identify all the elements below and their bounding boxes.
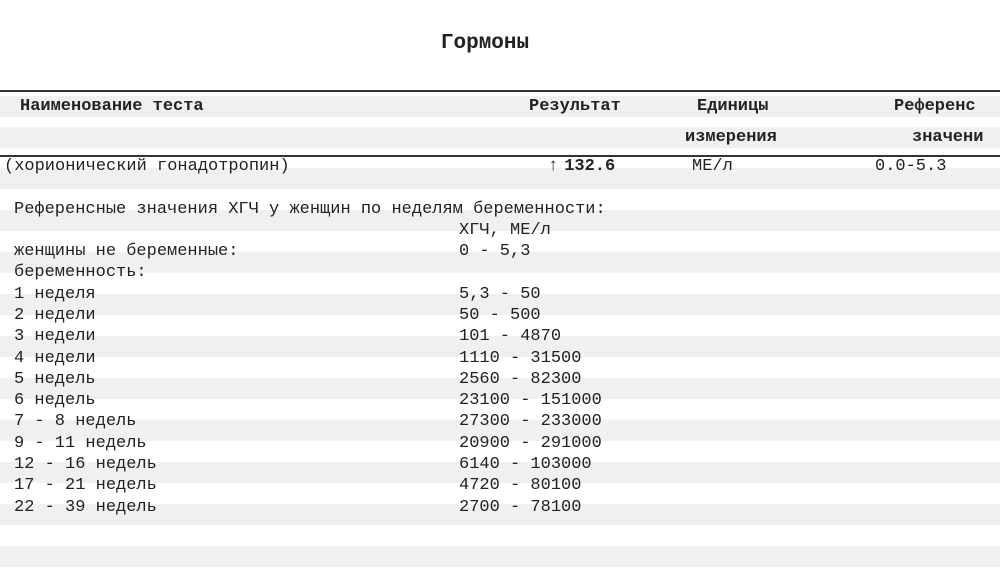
reference-period: женщины не беременные: [14,242,239,261]
header-reference-line2: значени [912,128,984,147]
result-units: МЕ/л [692,157,733,176]
header-result: Результат [529,97,621,116]
reference-period: 4 недели [14,348,96,368]
reference-range-value: 27300 - 233000 [459,412,602,432]
test-result-row [0,156,1000,177]
header-units-line1: Единицы [697,97,769,116]
header-test-name: Наименование теста [20,97,204,116]
reference-range-value: 6140 - 103000 [459,455,592,474]
reference-row [0,369,1000,390]
test-name: (хорионический гонадотропин) [4,157,290,176]
reference-period: 9 - 11 недель [14,433,147,453]
reference-row [0,454,1000,475]
reference-range-value: 5,3 - 50 [459,284,541,304]
section-title: Гормоны [0,30,970,60]
reference-range-value: 4720 - 80100 [459,476,582,496]
reference-range-value: 101 - 4870 [459,327,562,347]
reference-row [0,348,1000,369]
reference-period: 5 недель [14,369,96,389]
reference-period: 12 - 16 недель [14,455,157,474]
reference-row [0,241,1000,262]
reference-row [0,433,1000,454]
reference-period: 2 недели [14,305,96,325]
reference-row [0,411,1000,432]
reference-period: беременность: [14,263,147,283]
high-flag-arrow-icon: ↑ [548,157,559,176]
reference-row [0,305,1000,326]
reference-row [0,262,1000,283]
reference-range-value: 1110 - 31500 [459,348,582,368]
reference-range-value: 2560 - 82300 [459,369,582,389]
reference-range-value: 0 - 5,3 [459,242,531,261]
header-reference-line1: Референс [894,97,976,116]
header-units-line2: измерения [685,128,777,147]
reference-row [0,497,1000,518]
reference-period: 6 недель [14,391,96,411]
header-band [0,127,1000,148]
reference-heading-row [0,199,1000,220]
reference-row [0,326,1000,347]
reference-period: 17 - 21 недель [14,476,157,496]
reference-period: 7 - 8 недель [14,412,137,432]
reference-range-value: 23100 - 151000 [459,391,602,411]
reference-heading: Референсные значения ХГЧ у женщин по неделям беременности: [14,200,606,219]
reference-row [0,390,1000,411]
reference-range-value: 2700 - 78100 [459,497,582,517]
reference-column-label-row [0,220,1000,241]
reference-period: 3 недели [14,327,96,347]
result-number: 132.6 [564,157,616,176]
reference-period: 1 неделя [14,284,96,304]
reference-range-value: 50 - 500 [459,305,541,325]
reference-range: 0.0-5.3 [875,157,947,176]
reference-row [0,475,1000,496]
reference-column-label: ХГЧ, МЕ/л [459,221,551,240]
reference-period: 22 - 39 недель [14,497,157,517]
result-value [548,156,615,177]
reference-range-value: 20900 - 291000 [459,433,602,453]
reference-row [0,284,1000,305]
